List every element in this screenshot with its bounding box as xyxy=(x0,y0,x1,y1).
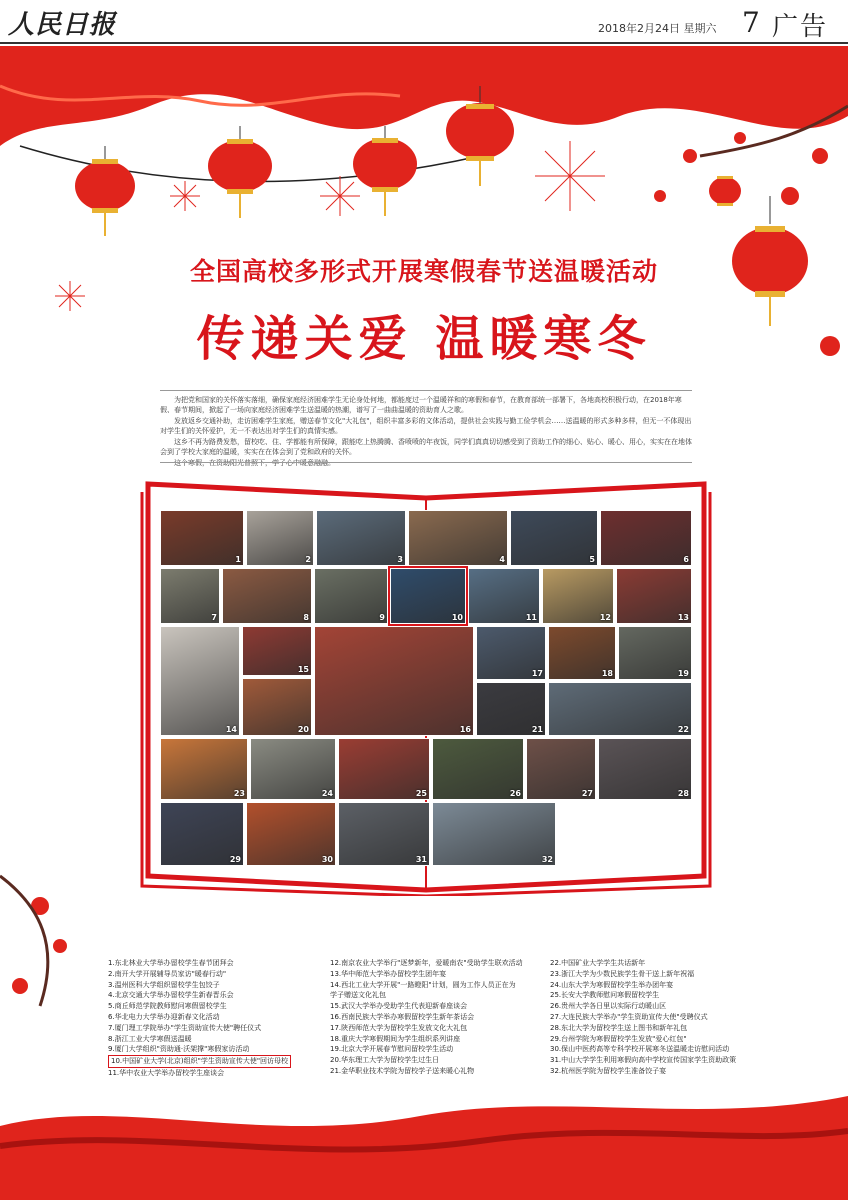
collage-photo xyxy=(314,568,388,624)
collage-photo xyxy=(542,568,614,624)
caption-column xyxy=(108,958,291,1079)
caption-item: 26.贵州大学各日里以实际行动暖山区 xyxy=(550,1002,667,1011)
firework-icon xyxy=(170,181,200,211)
caption-item: 1.东北林业大学举办留校学生春节团拜会 xyxy=(108,959,234,967)
caption-item: 22.中国矿业大学学生共话新年 xyxy=(550,959,646,967)
collage-photo xyxy=(242,678,312,736)
photo-number: 26 xyxy=(509,789,521,798)
photo-number: 10 xyxy=(451,613,463,622)
photo-number: 27 xyxy=(581,789,593,798)
photo-number: 4 xyxy=(499,555,505,564)
photo-number: 21 xyxy=(531,725,543,734)
caption-item: 5.商丘师范学院教师慰问寒假留校学生 xyxy=(108,1002,227,1011)
photo-number: 11 xyxy=(525,613,537,622)
collage-photo xyxy=(160,626,240,736)
caption-item: 27.大连民族大学举办"学生资助宣传大使"受聘仪式 xyxy=(550,1012,708,1021)
collage-photo xyxy=(160,738,248,800)
caption-column xyxy=(330,958,523,1077)
caption-item: 10.中国矿业大学(北京)组织"学生资助宣传大使"回访母校 xyxy=(108,1055,291,1068)
collage-photo xyxy=(432,802,556,866)
photo-number: 16 xyxy=(459,725,471,734)
collage-photo xyxy=(338,738,430,800)
collage-photo xyxy=(476,626,546,680)
collage-photo xyxy=(548,626,616,680)
photo-number: 25 xyxy=(415,789,427,798)
section-name: 广告 xyxy=(772,12,829,42)
photo-collage xyxy=(160,510,692,874)
caption-item: 30.保山中医药高等专科学校开展寒冬送温暖走访慰问活动 xyxy=(550,1045,730,1054)
photo-number: 7 xyxy=(211,613,217,622)
intro-paragraph: 这个寒假，在资助阳光普照下，学子心中暖意融融。 xyxy=(174,459,335,467)
collage-photo xyxy=(222,568,312,624)
paper-name-logo: 人民日报 xyxy=(8,10,117,40)
photo-number: 24 xyxy=(321,789,333,798)
photo-number: 31 xyxy=(415,855,427,864)
lantern-icon xyxy=(75,146,135,236)
intro-paragraph: 这乡不再为路费发愁，留校吃、住、学都能有所保障，跟能吃上热腾腾、香喷喷的年夜饭，同学们真真切切感受到了资助工作的细心、贴心、暖心、用心，实实在在地体会到了学校大家庭的温暖，实实在在体会到了党和政府的关怀。 xyxy=(160,438,692,456)
photo-number: 29 xyxy=(229,855,241,864)
collage-photo xyxy=(600,510,692,566)
collage-photo xyxy=(246,802,336,866)
collage-photo xyxy=(616,568,692,624)
caption-item: 8.浙江工业大学寒假送温暖 xyxy=(108,1034,192,1043)
intro-paragraph: 为把党和国家的关怀落实落细，确保家庭经济困难学生无论身处何地，都能度过一个温暖祥和的寒假和春节，在教育部统一部署下，各地高校积极行动，在2018年寒假、春节期间，掀起了一场向家庭经济困难学生送温暖的热潮，谱写了一曲曲温暖的资助育人之歌。 xyxy=(160,396,682,414)
caption-item: 15.武汉大学举办受助学生代表迎新春座谈会 xyxy=(330,1002,468,1011)
caption-item: 6.华北电力大学举办迎新春文化活动 xyxy=(108,1012,220,1021)
photo-number: 6 xyxy=(683,555,689,564)
collage-photo xyxy=(246,510,314,566)
caption-item: 17.陕西师范大学为留校学生发放文化大礼包 xyxy=(330,1023,468,1032)
photo-number: 17 xyxy=(531,669,543,678)
collage-photo xyxy=(598,738,692,800)
photo-number: 5 xyxy=(589,555,595,564)
photo-number: 20 xyxy=(297,725,309,734)
collage-photo xyxy=(314,626,474,736)
collage-photo xyxy=(526,738,596,800)
photo-number: 3 xyxy=(397,555,403,564)
divider xyxy=(160,462,692,463)
collage-photo xyxy=(160,568,220,624)
page-number: 7 xyxy=(742,6,760,39)
collage-photo xyxy=(468,568,540,624)
photo-number: 28 xyxy=(677,789,689,798)
photo-number: 2 xyxy=(305,555,311,564)
caption-item: 18.重庆大学寒假期间为学生组织系列讲座 xyxy=(330,1034,461,1043)
caption-item: 21.金华职业技术学院为留校学子送来暖心礼物 xyxy=(330,1066,475,1075)
photo-number: 12 xyxy=(599,613,611,622)
caption-item: 16.西南民族大学举办寒假留校学生新年茶话会 xyxy=(330,1012,475,1021)
photo-number: 32 xyxy=(541,855,553,864)
collage-photo xyxy=(618,626,692,680)
firework-icon xyxy=(535,141,605,211)
photo-number: 1 xyxy=(235,555,241,564)
photo-number: 8 xyxy=(303,613,309,622)
caption-item: 2.南开大学开展辅导员家访"暖春行动" xyxy=(108,969,227,978)
photo-number: 23 xyxy=(233,789,245,798)
collage-photo xyxy=(390,568,466,624)
caption-item: 9.厦门大学组织"资助通·沃架撑"寒假家访活动 xyxy=(108,1045,250,1054)
collage-photo xyxy=(432,738,524,800)
photo-number: 13 xyxy=(677,613,689,622)
masthead xyxy=(0,0,848,44)
collage-photo xyxy=(476,682,546,736)
collage-photo xyxy=(548,682,692,736)
collage-photo xyxy=(160,510,244,566)
photo-number: 22 xyxy=(677,725,689,734)
caption-item: 24.山东大学为寒假留校学生举办团年宴 xyxy=(550,980,674,989)
photo-number: 30 xyxy=(321,855,333,864)
caption-item: 7.厦门理工学院举办"学生资助宣传大使"聘任仪式 xyxy=(108,1023,262,1032)
caption-item: 19.北京大学开展春节慰问留校学生活动 xyxy=(330,1045,454,1054)
main-headline: 全国高校多形式开展寒假春节送温暖活动 xyxy=(189,257,658,286)
caption-column xyxy=(550,958,736,1077)
lantern-icon xyxy=(709,176,741,206)
issue-date: 2018年2月24日 星期六 xyxy=(598,22,717,35)
caption-item: 29.台州学院为寒假留校学生发放"爱心红包" xyxy=(550,1034,687,1043)
photo-number: 9 xyxy=(379,613,385,622)
lantern-icon xyxy=(208,126,272,218)
intro-article xyxy=(160,390,692,469)
collage-photo xyxy=(250,738,336,800)
caption-item: 13.华中师范大学举办留校学生团年宴 xyxy=(330,969,447,978)
lantern-icon xyxy=(353,126,417,216)
collage-photo xyxy=(316,510,406,566)
photo-number: 18 xyxy=(601,669,613,678)
photo-number: 15 xyxy=(297,665,309,674)
caption-item: 3.温州医科大学组织留校学生包饺子 xyxy=(108,980,220,989)
caption-item: 14.西北工业大学开展"一路瞪阳"计划，圆为工作人员正在为 xyxy=(330,980,516,989)
photo-number: 14 xyxy=(225,725,237,734)
caption-item: 28.东北大学为留校学生送上图书和新年礼包 xyxy=(550,1023,688,1032)
caption-item: 25.长安大学教师慰问寒假留校学生 xyxy=(550,991,660,1000)
slogan-headline: 传递关爱 温暖寒冬 xyxy=(196,311,652,367)
collage-photo xyxy=(160,802,244,866)
caption-item: 学子赠送文化礼包 xyxy=(330,991,386,1000)
collage-photo xyxy=(408,510,508,566)
collage-photo xyxy=(338,802,430,866)
intro-paragraph: 发放返乡交通补助，走访困难学生家庭，赠送春节文化"大礼包"，组织丰富多彩的文体活动，提供社会实践与勤工俭学机会……送温暖的形式多种多样，但无一不体现出对学生们的关怀爱护，无一不表达出对学生们的真情实感。 xyxy=(160,417,692,435)
caption-item: 32.杭州医学院为留校学生准备饺子宴 xyxy=(550,1066,667,1075)
caption-item: 11.华中农业大学举办留校学生座谈会 xyxy=(108,1068,225,1077)
caption-item: 23.浙江大学为少数民族学生骨干送上新年祝福 xyxy=(550,969,695,978)
caption-item: 20.华东理工大学为留校学生过生日 xyxy=(330,1056,440,1065)
caption-item: 4.北京交通大学举办留校学生新春晋乐会 xyxy=(108,991,234,1000)
collage-photo xyxy=(510,510,598,566)
firework-icon xyxy=(320,176,360,216)
caption-item: 31.中山大学学生利用寒假向高中学校宣传国家学生资助政策 xyxy=(550,1056,737,1065)
collage-photo xyxy=(242,626,312,676)
photo-number: 19 xyxy=(677,669,689,678)
caption-item: 12.南京农业大学举行"逐梦新年，爱暖南农"受助学生联欢活动 xyxy=(330,959,523,967)
